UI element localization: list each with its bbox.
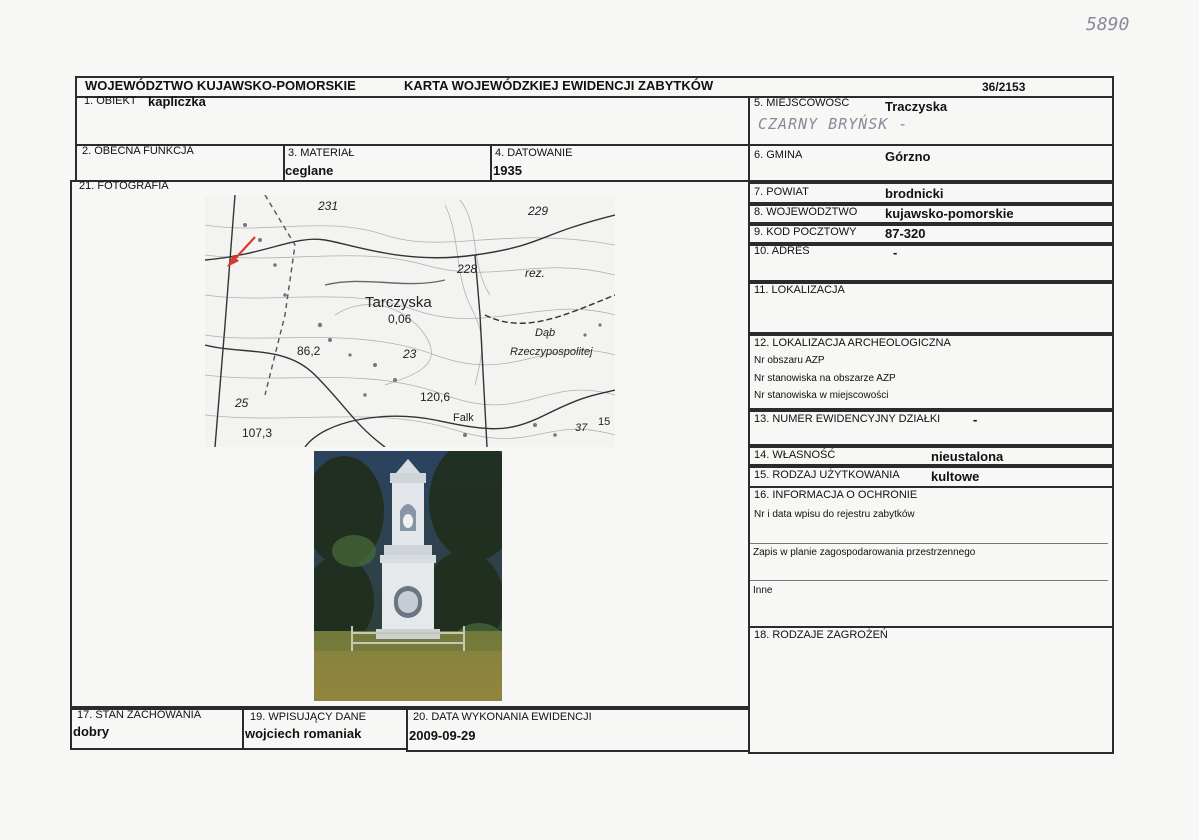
funkcja-label: 2. OBECNA FUNKCJA	[82, 145, 194, 157]
uzytkowanie-value: kultowe	[931, 469, 980, 484]
map-label-rez: rez.	[525, 266, 546, 280]
map-label-15: 15	[598, 416, 611, 428]
stan-value: dobry	[73, 724, 110, 739]
gmina-label: 6. GMINA	[754, 149, 803, 161]
map-label-862: 86,2	[297, 344, 321, 358]
wpisujacy-label: 19. WPISUJĄCY DANE	[250, 711, 366, 723]
map-label-23: 23	[403, 347, 417, 361]
miejscowosc-handwritten: CZARNY BRYŃSK -	[758, 115, 909, 133]
material-value: ceglane	[285, 163, 334, 178]
ochrona-separator-1	[750, 543, 1108, 544]
zagrozenia-label: 18. RODZAJE ZAGROŻEŃ	[754, 629, 888, 641]
material-label: 3. MATERIAŁ	[288, 147, 355, 159]
gmina-value: Górzno	[885, 149, 931, 164]
obiekt-label: 1. OBIEKT	[84, 95, 137, 107]
ochrona-label: 16. INFORMACJA O OCHRONIE	[754, 489, 918, 501]
adres-value: -	[893, 245, 898, 260]
archeo-line-azp: Nr obszaru AZP	[754, 355, 825, 366]
wojewodztwo-value: kujawsko-pomorskie	[885, 206, 1014, 221]
gmina-box	[748, 144, 1114, 182]
map-label-231: 231	[318, 199, 339, 213]
archeo-line-stanowisko-azp: Nr stanowiska na obszarze AZP	[754, 373, 896, 384]
ochrona-plan: Zapis w planie zagospodarowania przestrzennego	[753, 547, 976, 558]
uzytkowanie-label: 15. RODZAJ UŻYTKOWANIA	[754, 469, 900, 481]
ochrona-inne: Inne	[753, 585, 773, 596]
data-value: 2009-09-29	[409, 728, 476, 743]
map-label-dab: Dąb	[535, 327, 556, 339]
archeo-label: 12. LOKALIZACJA ARCHEOLOGICZNA	[754, 337, 951, 349]
datowanie-label: 4. DATOWANIE	[495, 147, 573, 159]
dzialka-label: 13. NUMER EWIDENCYJNY DZIAŁKI	[754, 413, 941, 425]
stan-label: 17. STAN ZACHOWANIA	[77, 709, 202, 721]
dzialka-value: -	[973, 412, 978, 427]
adres-label: 10. ADRES	[754, 245, 810, 257]
obiekt-value: kapliczka	[148, 94, 206, 109]
map-label-228: 228	[457, 262, 478, 276]
miejscowosc-label: 5. MIEJSCOWOŚĆ	[754, 97, 850, 109]
datowanie-value: 1935	[493, 163, 522, 178]
map-label-006: 0,06	[388, 312, 412, 326]
map-label-falk: Falk	[453, 412, 474, 424]
ochrona-separator-2	[750, 580, 1108, 581]
kod-value: 87-320	[885, 226, 926, 241]
map-label-229: 229	[528, 204, 549, 218]
card-number: 36/2153	[982, 80, 1026, 94]
kod-label: 9. KOD POCZTOWY	[754, 226, 857, 238]
page-number-handwritten: 5890	[1086, 14, 1130, 35]
data-label: 20. DATA WYKONANIA EWIDENCJI	[413, 711, 592, 723]
miejscowosc-value: Traczyska	[885, 99, 948, 114]
wlasnosc-value: nieustalona	[931, 449, 1004, 464]
shrine-photo	[314, 451, 502, 701]
region-title: WOJEWÓDZTWO KUJAWSKO-POMORSKIE	[85, 78, 356, 93]
wpisujacy-value: wojciech romaniak	[245, 726, 362, 741]
archeo-line-stanowisko-miejscowosc: Nr stanowiska w miejscowości	[754, 390, 889, 401]
map-label-37: 37	[575, 422, 588, 434]
map-label-25: 25	[235, 396, 249, 410]
map-label-1073: 107,3	[242, 426, 273, 440]
fotografia-label: 21. FOTOGRAFIA	[79, 180, 169, 192]
powiat-value: brodnicki	[885, 186, 944, 201]
zagrozenia-box	[748, 626, 1114, 754]
map-label-1206: 120,6	[420, 390, 451, 404]
ochrona-rejestr: Nr i data wpisu do rejestru zabytków	[754, 509, 915, 520]
lokalizacja-label: 11. LOKALIZACJA	[754, 284, 845, 296]
wojewodztwo-label: 8. WOJEWÓDZTWO	[754, 206, 858, 218]
map-label-rzeczypospolitej: Rzeczypospolitej	[510, 346, 593, 358]
wlasnosc-label: 14. WŁASNOŚĆ	[754, 449, 836, 461]
topographic-map	[205, 195, 615, 447]
card-title: KARTA WOJEWÓDZKIEJ EWIDENCJI ZABYTKÓW	[404, 78, 714, 93]
powiat-label: 7. POWIAT	[754, 186, 809, 198]
map-label-tarczyska: Tarczyska	[365, 294, 432, 311]
